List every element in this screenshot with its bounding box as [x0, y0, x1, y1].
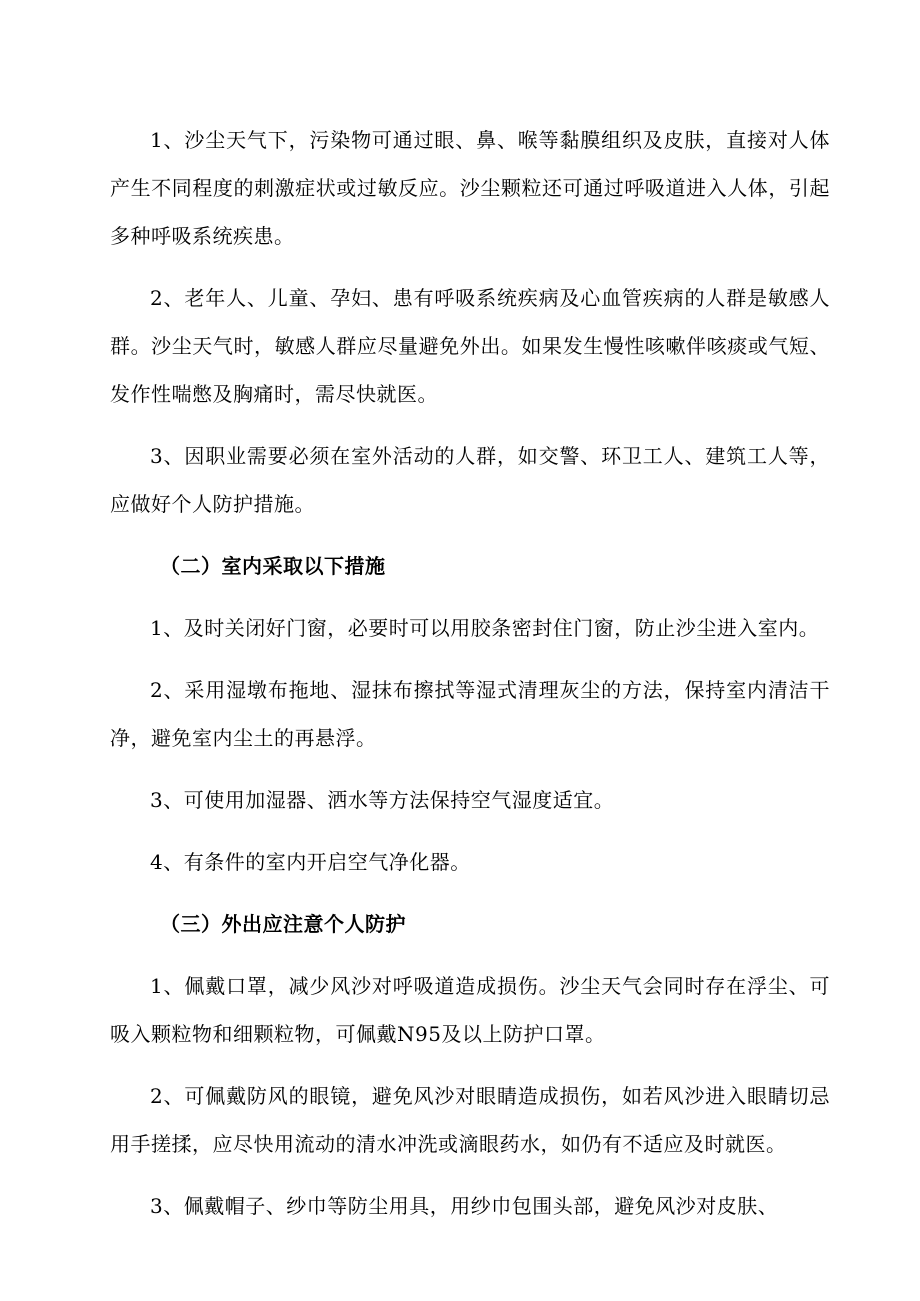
paragraph-humidifier: 3、可使用加湿器、洒水等方法保持空气湿度适宜。	[150, 788, 615, 812]
paragraph-health-effects: 1、沙尘天气下，污染物可通过眼、鼻、喉等黏膜组织及皮肤，直接对人体产生不同程度的刺激症状或过敏反应。沙尘颗粒还可通过呼吸道进入人体，引起多种呼吸系统疾患。	[110, 128, 830, 248]
paragraph-hat-scarf: 3、佩戴帽子、纱巾等防尘用具，用纱巾包围头部，避免风沙对皮肤、	[150, 1194, 779, 1218]
section-heading-outdoor: （三）外出应注意个人防护	[160, 912, 406, 936]
section-heading-indoor: （二）室内采取以下措施	[160, 554, 386, 578]
paragraph-wet-cleaning: 2、采用湿墩布拖地、湿抹布擦拭等湿式清理灰尘的方法，保持室内清洁干净，避免室内尘土的再悬浮。	[110, 678, 830, 750]
paragraph-outdoor-workers: 3、因职业需要必须在室外活动的人群，如交警、环卫工人、建筑工人等，应做好个人防护措施。	[110, 444, 830, 516]
paragraph-air-purifier: 4、有条件的室内开启空气净化器。	[150, 850, 471, 874]
paragraph-mask: 1、佩戴口罩，减少风沙对呼吸道造成损伤。沙尘天气会同时存在浮尘、可吸入颗粒物和细颗粒物，可佩戴N95及以上防护口罩。	[110, 974, 830, 1046]
paragraph-sensitive-groups: 2、老年人、儿童、孕妇、患有呼吸系统疾病及心血管疾病的人群是敏感人群。沙尘天气时，敏感人群应尽量避免外出。如果发生慢性咳嗽伴咳痰或气短、发作性喘憋及胸痛时，需尽快就医。	[110, 286, 830, 406]
paragraph-close-windows: 1、及时关闭好门窗，必要时可以用胶条密封住门窗，防止沙尘进入室内。	[150, 616, 820, 640]
paragraph-goggles: 2、可佩戴防风的眼镜，避免风沙对眼睛造成损伤，如若风沙进入眼睛切忌用手搓揉，应尽快用流动的清水冲洗或滴眼药水，如仍有不适应及时就医。	[110, 1084, 830, 1156]
document-page	[110, 116, 830, 1244]
